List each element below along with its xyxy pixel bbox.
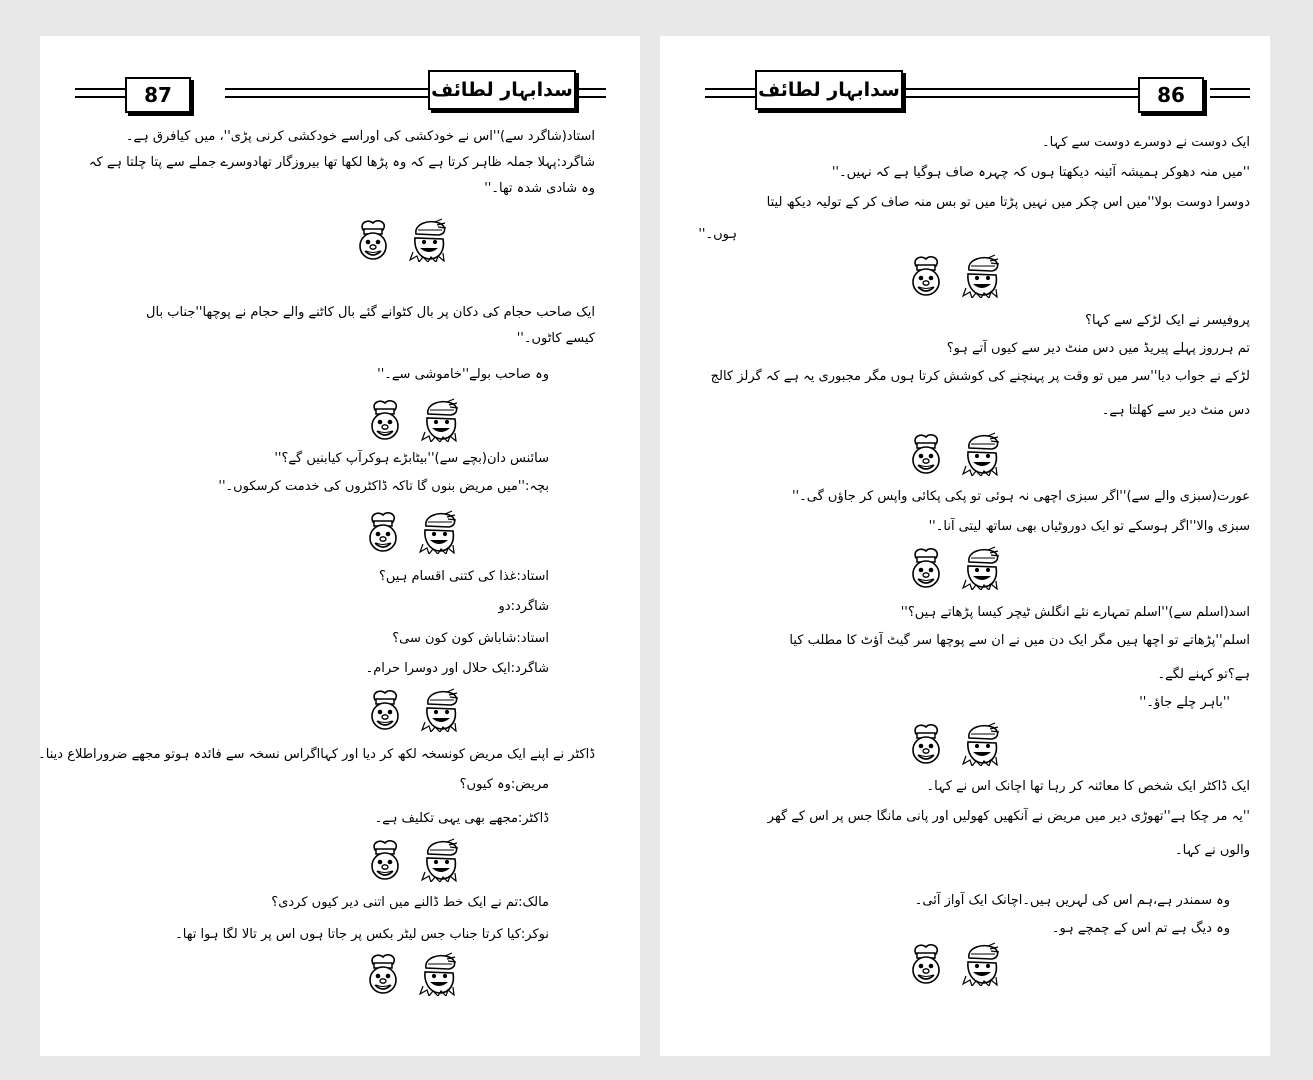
text-line: سبزی والا''اگر ہوسکے تو ایک دوروٹیاں بھی ساتھ لیتی آنا۔'' <box>928 519 1250 534</box>
chef-face-icon <box>365 510 401 554</box>
text-line: بچہ:''میں مریض بنوں گا تاکہ ڈاکٹروں کی خدمت کرسکوں۔'' <box>218 479 549 494</box>
text-line: اسلم''پڑھاتے تو اچھا ہیں مگر ایک دن میں نے ان سے پوچھا سر گیٹ آؤٹ کا مطلب کیا <box>789 633 1250 648</box>
book-title: سدابہار لطائف <box>428 70 576 110</box>
pirate-face-icon <box>419 510 459 554</box>
chef-face-icon <box>908 546 944 590</box>
page-86 <box>660 36 1270 1056</box>
text-line: ڈاکٹر:مجھے بھی یہی تکلیف ہے۔ <box>374 811 549 826</box>
text-line: ایک ڈاکٹر ایک شخص کا معائنہ کر رہا تھا اچانک اس نے کہا۔ <box>926 779 1250 794</box>
header-rule-middle <box>900 88 1140 98</box>
text-line: وہ شادی شدہ تھا۔'' <box>484 181 595 196</box>
text-line: ہے؟تو کہنے لگے۔ <box>1157 667 1250 682</box>
divider-faces <box>367 688 457 736</box>
chef-face-icon <box>908 254 944 298</box>
text-line: دوسرا دوست بولا''میں اس چکر میں نہیں پڑتا میں تو بس منہ صاف کر کے تولیہ دیکھ لیتا <box>766 195 1250 210</box>
pirate-face-icon <box>962 942 1002 986</box>
pirate-face-icon <box>419 952 459 996</box>
chef-face-icon <box>355 218 391 262</box>
text-line: وہ صاحب بولے''خاموشی سے۔'' <box>377 367 549 382</box>
text-line: ''میں منہ دھوکر ہمیشہ آئینہ دیکھتا ہوں کہ چہرہ صاف ہوگیا ہے کہ نہیں۔'' <box>831 165 1250 180</box>
text-line: وہ دیگ ہے تم اس کے چمچے ہو۔ <box>1051 921 1230 936</box>
divider-faces <box>908 546 998 594</box>
text-line: استاد:شاباش کون کون سی؟ <box>392 631 549 646</box>
text-line: شاگرد:ایک حلال اور دوسرا حرام۔ <box>365 661 549 676</box>
page-number: 86 <box>1138 77 1204 113</box>
divider-faces <box>355 218 445 266</box>
pirate-face-icon <box>421 688 461 732</box>
page-number: 87 <box>125 77 191 113</box>
chef-face-icon <box>908 942 944 986</box>
text-line: استاد(شاگرد سے)''اس نے خودکشی کی اوراسے خودکشی کرنی پڑی''، میں کیافرق ہے۔ <box>125 129 595 144</box>
chef-face-icon <box>367 398 403 442</box>
divider-faces <box>908 722 998 770</box>
chef-face-icon <box>367 688 403 732</box>
page-text <box>38 126 595 1046</box>
text-line: شاگرد:دو <box>498 599 549 614</box>
header-rule-left <box>705 88 755 98</box>
pirate-face-icon <box>421 838 461 882</box>
header-rule-middle <box>225 88 430 98</box>
text-line: لڑکے نے جواب دیا''سر میں تو وقت پر پہنچنے کی کوشش کرتا ہوں مگر مجبوری یہ ہے کہ گرلز کالج <box>710 369 1250 384</box>
text-line: ''باہر چلے جاؤ۔'' <box>1139 695 1230 710</box>
divider-faces <box>367 838 457 886</box>
divider-faces <box>365 952 455 1000</box>
pirate-face-icon <box>962 254 1002 298</box>
text-line: دس منٹ دیر سے کھلتا ہے۔ <box>1101 403 1250 418</box>
text-line: ''یہ مر چکا ہے''تھوڑی دیر میں مریض نے آنکھیں کھولیں اور پانی مانگا جس پر اس کے گھر <box>767 809 1250 824</box>
divider-faces <box>367 398 457 446</box>
header-rule-right <box>1210 88 1250 98</box>
text-line: نوکر:کیا کرتا جناب جس لیٹر بکس پر جاتا ہوں اس پر تالا لگا ہوا تھا۔ <box>175 927 549 942</box>
chef-face-icon <box>365 952 401 996</box>
text-line: ڈاکٹر نے اپنے ایک مریض کونسخہ لکھ کر دیا اور کہااگراس نسخہ سے فائدہ ہوتو مجھے ضروراطلاع دینا۔ <box>38 747 595 762</box>
pirate-face-icon <box>962 432 1002 476</box>
text-line: استاد:غذا کی کتنی اقسام ہیں؟ <box>379 569 549 584</box>
text-line: تم ہرروز پہلے پیریڈ میں دس منٹ دیر سے کیوں آتے ہو؟ <box>946 341 1250 356</box>
text-line: کیسے کاٹوں۔'' <box>516 331 595 346</box>
page-87 <box>40 36 640 1056</box>
divider-faces <box>365 510 455 558</box>
text-line: مریض:وہ کیوں؟ <box>459 777 549 792</box>
text-line: وہ سمندر ہے،ہم اس کی لہریں ہیں۔اچانک ایک آواز آئی۔ <box>914 893 1230 908</box>
page-text <box>698 126 1250 1046</box>
text-line: ایک صاحب حجام کی دکان پر بال کٹوانے گئے بال کاٹنے والے حجام نے پوچھا''جناب بال <box>146 305 595 320</box>
text-line: ایک دوست نے دوسرے دوست سے کہا۔ <box>1042 135 1250 150</box>
pirate-face-icon <box>409 218 449 262</box>
pirate-face-icon <box>421 398 461 442</box>
divider-faces <box>908 942 998 990</box>
text-line: اسد(اسلم سے)''اسلم تمہارے نئے انگلش ٹیچر کیسا پڑھاتے ہیں؟'' <box>900 605 1250 620</box>
divider-faces <box>908 432 998 480</box>
chef-face-icon <box>908 432 944 476</box>
pirate-face-icon <box>962 546 1002 590</box>
text-line: والوں نے کہا۔ <box>1175 843 1250 858</box>
text-line: ہوں۔'' <box>698 227 737 242</box>
chef-face-icon <box>367 838 403 882</box>
divider-faces <box>908 254 998 302</box>
text-line: مالک:تم نے ایک خط ڈالنے میں اتنی دیر کیوں کردی؟ <box>271 895 549 910</box>
pirate-face-icon <box>962 722 1002 766</box>
text-line: عورت(سبزی والے سے)''اگر سبزی اچھی نہ ہوئی تو پکی پکائی واپس کر جاؤں گی۔'' <box>791 489 1250 504</box>
chef-face-icon <box>908 722 944 766</box>
text-line: سائنس دان(بچے سے)''بیٹابڑے ہوکرآپ کیابنیں گے؟'' <box>274 451 549 466</box>
book-title: سدابہار لطائف <box>755 70 903 110</box>
text-line: شاگرد:پہلا جملہ ظاہر کرتا ہے کہ وہ پڑھا لکھا تھا بیروزگار تھادوسرے جملے سے پتا چلتا ہے کہ <box>88 155 595 170</box>
text-line: پروفیسر نے ایک لڑکے سے کہا؟ <box>1085 313 1250 328</box>
